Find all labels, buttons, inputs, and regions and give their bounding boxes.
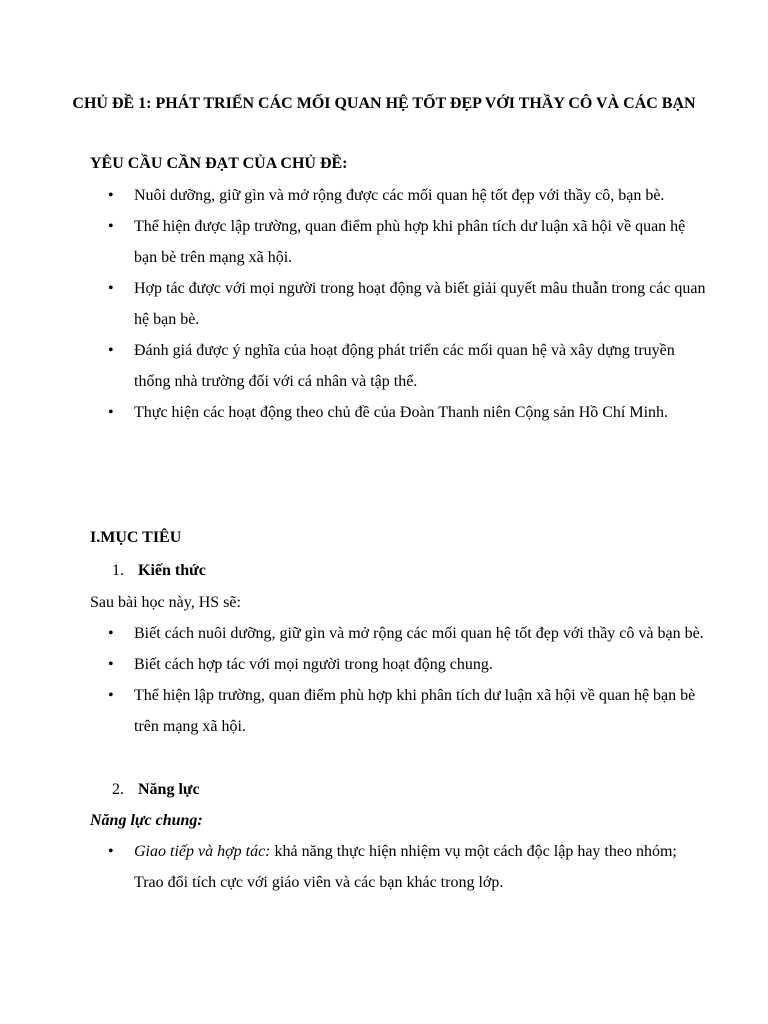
item-number: 1. — [112, 562, 124, 579]
numbered-heading-competence — [112, 779, 200, 801]
item-label: Kiến thức — [138, 562, 206, 579]
intro-text: Sau bài học này, HS sẽ: — [90, 594, 241, 611]
list-item: • Nuôi dưỡng, giữ gìn và mở rộng được các mối quan hệ tốt đẹp với thầy cô, bạn bè. — [108, 180, 708, 211]
term: Giao tiếp và hợp tác: — [134, 843, 271, 860]
list-item — [108, 836, 708, 898]
numbered-heading-knowledge — [112, 560, 206, 582]
knowledge-list — [108, 618, 708, 742]
list-item: • Thể hiện được lập trường, quan điểm phù hợp khi phân tích dư luận xã hội về quan hệ bạn bè trên mạng xã hội. — [108, 211, 708, 273]
requirements-list — [108, 180, 708, 428]
term-description: khả năng thực hiện nhiệm vụ một cách độc lập hay theo nhóm; Trao đổi tích cực với giáo viên và các bạn khác trong lớp. — [134, 843, 677, 891]
section-heading-objectives: I.MỤC TIÊU — [90, 529, 182, 546]
list-item: • Hợp tác được với mọi người trong hoạt động và biết giải quyết mâu thuẫn trong các quan hệ bạn bè. — [108, 273, 708, 335]
item-label: Năng lực — [138, 781, 200, 798]
list-item: • Thực hiện các hoạt động theo chủ đề của Đoàn Thanh niên Cộng sản Hồ Chí Minh. — [108, 397, 708, 428]
page-title: CHỦ ĐỀ 1: PHÁT TRIỂN CÁC MỐI QUAN HỆ TỐT ĐẸP VỚI THẦY CÔ VÀ CÁC BẠN — [72, 95, 696, 112]
list-item: • Biết cách hợp tác với mọi người trong hoạt động chung. — [108, 649, 708, 680]
general-competence-heading: Năng lực chung: — [90, 812, 203, 829]
general-competence-list — [108, 836, 708, 898]
list-item: • Thể hiện lập trường, quan điểm phù hợp khi phân tích dư luận xã hội về quan hệ bạn bè trên mạng xã hội. — [108, 680, 708, 742]
list-item: • Đánh giá được ý nghĩa của hoạt động phát triển các mối quan hệ và xây dựng truyền thống nhà trường đối với cá nhân và tập thể. — [108, 335, 708, 397]
item-number: 2. — [112, 781, 124, 798]
requirements-heading: YÊU CẦU CẦN ĐẠT CỦA CHỦ ĐỀ: — [90, 155, 348, 172]
list-item: • Biết cách nuôi dưỡng, giữ gìn và mở rộng các mối quan hệ tốt đẹp với thầy cô và bạn bè. — [108, 618, 708, 649]
